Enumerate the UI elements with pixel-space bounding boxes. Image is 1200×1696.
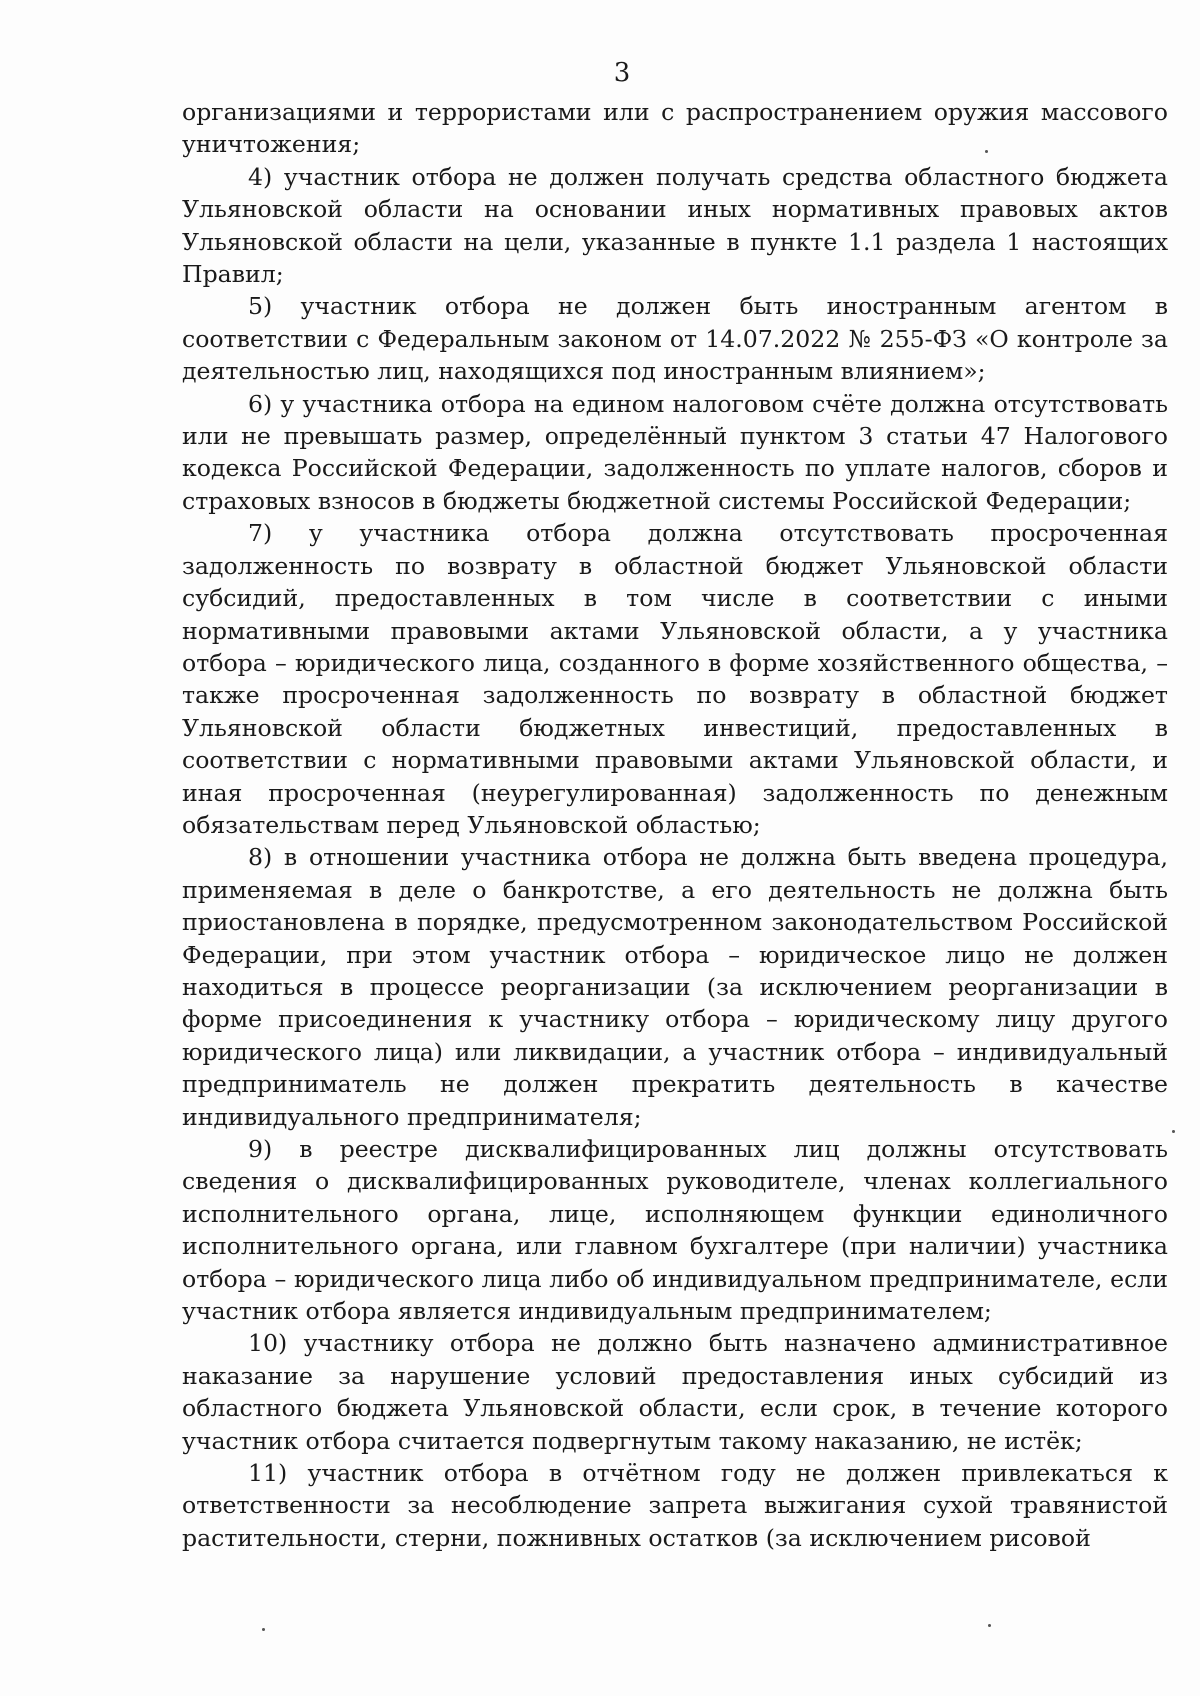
scan-speck (262, 1628, 265, 1631)
paragraph-item-10: 10) участнику отбора не должно быть назначено административное наказание за нарушение условий предоставления иных субсидий из областного бюджета Ульяновской области, если срок, в течение которого участник отбора считается подвергнутым такому наказанию, не истёк; (182, 1329, 1168, 1455)
paragraph-item-4: 4) участник отбора не должен получать средства областного бюджета Ульяновской области на основании иных нормативных правовых актов Ульяновской области на цели, указанные в пункте 1.1 раздела 1 настоящих Правил; (182, 162, 1168, 289)
paragraph-continuation: организациями и террористами или с распространением оружия массового уничтожения; (182, 98, 1168, 159)
scan-speck (985, 150, 988, 153)
paragraph-item-11: 11) участник отбора в отчётном году не должен привлекаться к ответственности за несоблюдение запрета выжигания сухой травянистой растительности, стерни, пожнивных остатков (за исключением рисовой (182, 1459, 1168, 1552)
paragraph-item-6: 6) у участника отбора на едином налоговом счёте должна отсутствовать или не превышать размер, определённый пунктом 3 статьи 47 Налогового кодекса Российской Федерации, задолженность по уплате налогов, сборов и страховых взносов в бюджеты бюджетной системы Российской Федерации; (182, 389, 1168, 515)
page-number: 3 (613, 58, 631, 88)
scan-speck (1172, 1130, 1175, 1133)
scan-speck (988, 1624, 991, 1627)
paragraph-item-8: 8) в отношении участника отбора не должна быть введена процедура, применяемая в деле о банкротстве, а его деятельность не должна быть приостановлена в порядке, предусмотренном законодательством Российской Федерации, при этом участник отбора – юридическое лицо не должен находиться в процессе реорганизации (за исключением реорганизации в форме присоединения к участнику отбора – юридическому лицу другого юридического лица) или ликвидации, а участник отбора – индивидуальный предприниматель не должен прекратить деятельность в качестве индивидуального предпринимателя; (182, 843, 1168, 1131)
document-body (182, 96, 1168, 1554)
paragraph-item-7: 7) у участника отбора должна отсутствовать просроченная задолженность по возврату в областной бюджет Ульяновской области субсидий, предоставленных в том числе в соответствии с иными нормативными правовыми актами Ульяновской области, а у участника отбора – юридического лица, созданного в форме хозяйственного общества, – также просроченная задолженность по возврату в областной бюджет Ульяновской области бюджетных инвестиций, предоставленных в соответствии с нормативными правовыми актами Ульяновской области, и иная просроченная (неурегулированная) задолженность по денежным обязательствам перед Ульяновской областью; (182, 519, 1168, 839)
paragraph-item-5: 5) участник отбора не должен быть иностранным агентом в соответствии с Федеральным законом от 14.07.2022 № 255-ФЗ «О контроле за деятельностью лиц, находящихся под иностранным влиянием»; (182, 292, 1168, 386)
paragraph-item-9: 9) в реестре дисквалифицированных лиц должны отсутствовать сведения о дисквалифицированных руководителе, членах коллегиального исполнительного органа, лице, исполняющем функции единоличного исполнительного органа, или главном бухгалтере (при наличии) участника отбора – юридического лица либо об индивидуальном предпринимателе, если участник отбора является индивидуальным предпринимателем; (182, 1135, 1168, 1326)
